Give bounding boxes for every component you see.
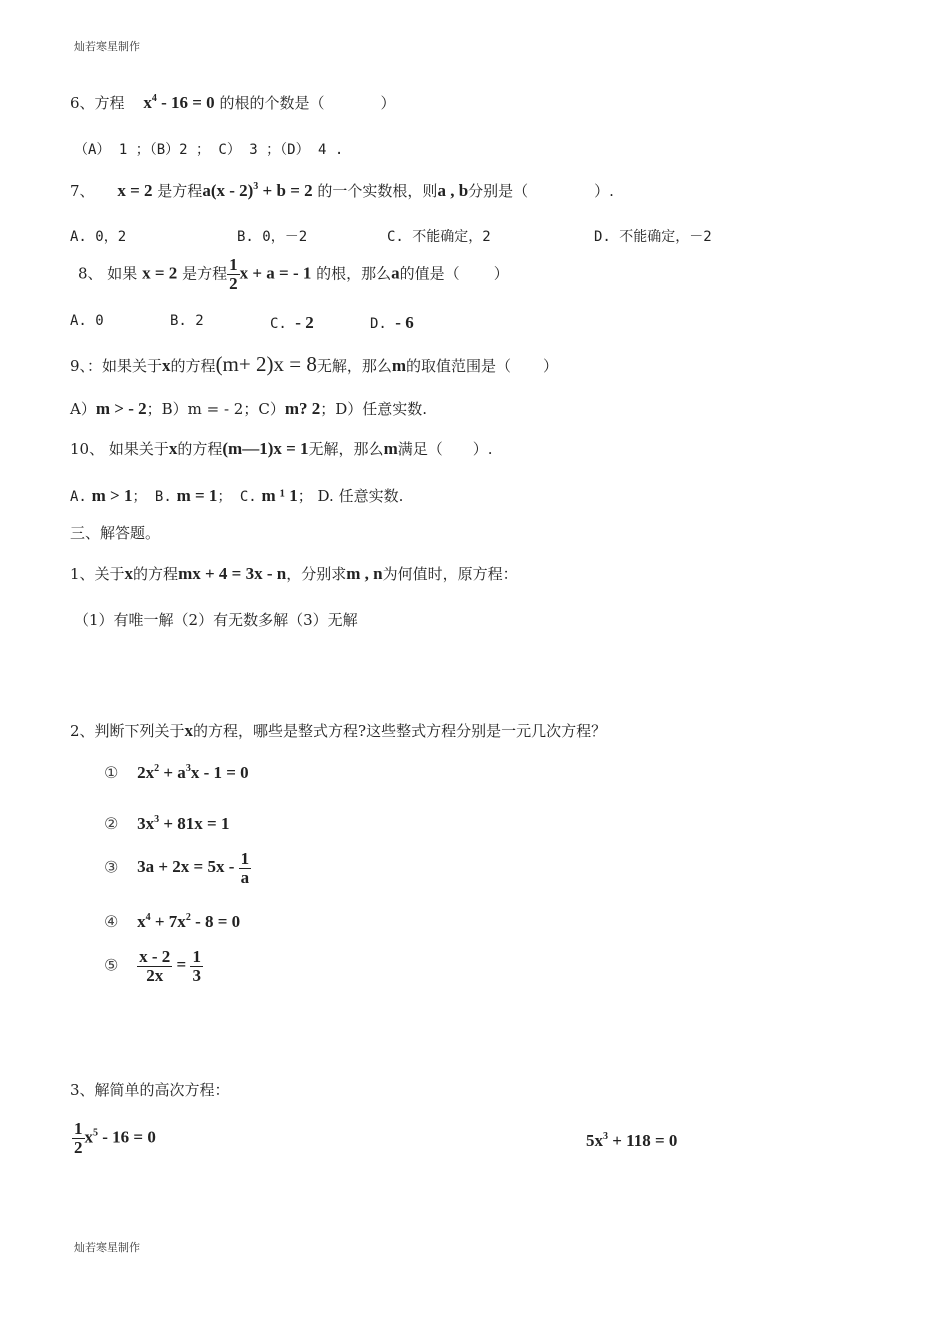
q10-mid: 的方程 <box>177 440 223 458</box>
q6-equation: $x^4 - 16 = 0$ <box>143 93 215 112</box>
q6-tail: 的根的个数是（ <box>219 94 325 112</box>
q8-option-c: C. - 2 <box>270 313 314 332</box>
question-7 <box>70 180 614 201</box>
q8-close: ） <box>493 264 509 283</box>
problem-3: 3、解简单的高次方程： <box>70 1081 230 1099</box>
q7-option-d: D. 不能确定，－2 <box>594 229 712 245</box>
q7-equation: a(x - 2)$^3$ + b = 2 <box>202 181 313 200</box>
q7-close: ）. <box>594 182 614 200</box>
q10-tail: 无解，那么 <box>308 440 384 458</box>
q10-close: ）. <box>472 440 493 458</box>
q8-var: a <box>391 263 400 283</box>
q10-lead: 10、 如果关于 <box>70 440 169 458</box>
q6-options: （A） 1 ；（B）2 ； C） 3 ；（D） 4 . <box>74 142 344 158</box>
q9-tail2: 的取值范围是（ <box>406 357 512 375</box>
page-footer: 灿若寒星制作 <box>74 1241 140 1254</box>
problem-1: 1、关于x的方程mx + 4 = 3x - n，分别求m , n为何值时，原方程： <box>70 564 518 583</box>
q7-mid: 是方程 <box>157 182 203 200</box>
p3-equation-1: $\frac{1}{2}$ $x^5 - 16 = 0$ <box>74 1119 156 1157</box>
q8-tail: 的根，那么 <box>316 264 392 283</box>
q7-lead: 7、 <box>70 182 95 200</box>
p2-item-3: ③ 3a + 2x = 5x - $\frac{1}{a}$ <box>104 849 250 887</box>
q7-tail: 的一个实数根，则 <box>317 182 438 200</box>
page-header: 灿若寒星制作 <box>74 40 140 53</box>
problem-2: 2、判断下列关于x的方程，哪些是整式方程?这些整式方程分别是一元几次方程？ <box>70 721 607 740</box>
q8-tail2: 的值是（ <box>399 264 460 283</box>
q7-option-c: C. 不能确定，2 <box>387 229 491 245</box>
q10-var: x <box>168 439 178 458</box>
q10-tail2: 满足（ <box>397 440 443 458</box>
p2-item-4: ④ $x^4 + 7x^2 - 8 = 0$ <box>104 912 241 931</box>
q8-option-b: B. 2 <box>170 313 204 329</box>
section-3-title: 三、解答题。 <box>70 524 161 542</box>
q9-options: A）m > - 2；B）m = - 2；C）m? 2；D）任意实数. <box>70 399 428 418</box>
question-6 <box>70 92 396 113</box>
q6-lead: 6、方程 <box>70 94 125 112</box>
q10-options: A. m > 1； B. m = 1； C. m ¹ 1； D. 任意实数. <box>70 486 404 505</box>
q8-option-d: D. - 6 <box>370 313 414 332</box>
p1-equation: mx + 4 = 3x - n <box>178 564 287 583</box>
question-10 <box>70 438 493 459</box>
question-8 <box>78 256 509 293</box>
q8-option-a: A. 0 <box>70 313 104 329</box>
p2-item-5: ⑤ $\frac{x - 2}{2x}$ = $\frac{1}{3}$ <box>104 947 201 985</box>
q9-tail: 无解，那么 <box>316 357 392 375</box>
question-9 <box>70 352 558 377</box>
q6-close: ） <box>380 94 396 112</box>
p2-item-2: ② $3x^3 + 81x = 1$ <box>104 814 230 833</box>
q9-close: ） <box>543 357 559 375</box>
q8-lead: 8、 如果 <box>78 264 138 283</box>
q8-mid: 是方程 <box>182 264 228 283</box>
p2-item-1: ① $2x^2 + a^3x - 1 = 0$ <box>104 763 249 782</box>
q8-equation: x + a = - 1 <box>239 263 312 283</box>
p3-equation-2: $5x^3 + 118 = 0$ <box>586 1131 678 1150</box>
q9-mid: 的方程 <box>170 357 216 375</box>
q8-fraction: $\frac{1}{2}$ <box>229 255 238 293</box>
q7-root: x = 2 <box>117 181 153 200</box>
q9-var: x <box>162 356 171 375</box>
q10-equation: (m—1)x = 1 <box>222 439 309 458</box>
q9-equation: (m+ 2)x = 8 <box>215 352 317 376</box>
q7-tail2: 分别是（ <box>468 182 529 200</box>
q7-vars: a , b <box>437 181 469 200</box>
q10-var2: m <box>383 439 398 458</box>
problem-1-parts: （1）有唯一解（2）有无数多解（3）无解 <box>74 611 358 629</box>
q9-var2: m <box>391 356 407 375</box>
q7-option-a: A. 0，2 <box>70 229 127 245</box>
q8-root: x = 2 <box>142 263 178 283</box>
q7-option-b: B. 0，－2 <box>237 229 308 245</box>
q9-lead: 9、：如果关于 <box>70 357 163 375</box>
